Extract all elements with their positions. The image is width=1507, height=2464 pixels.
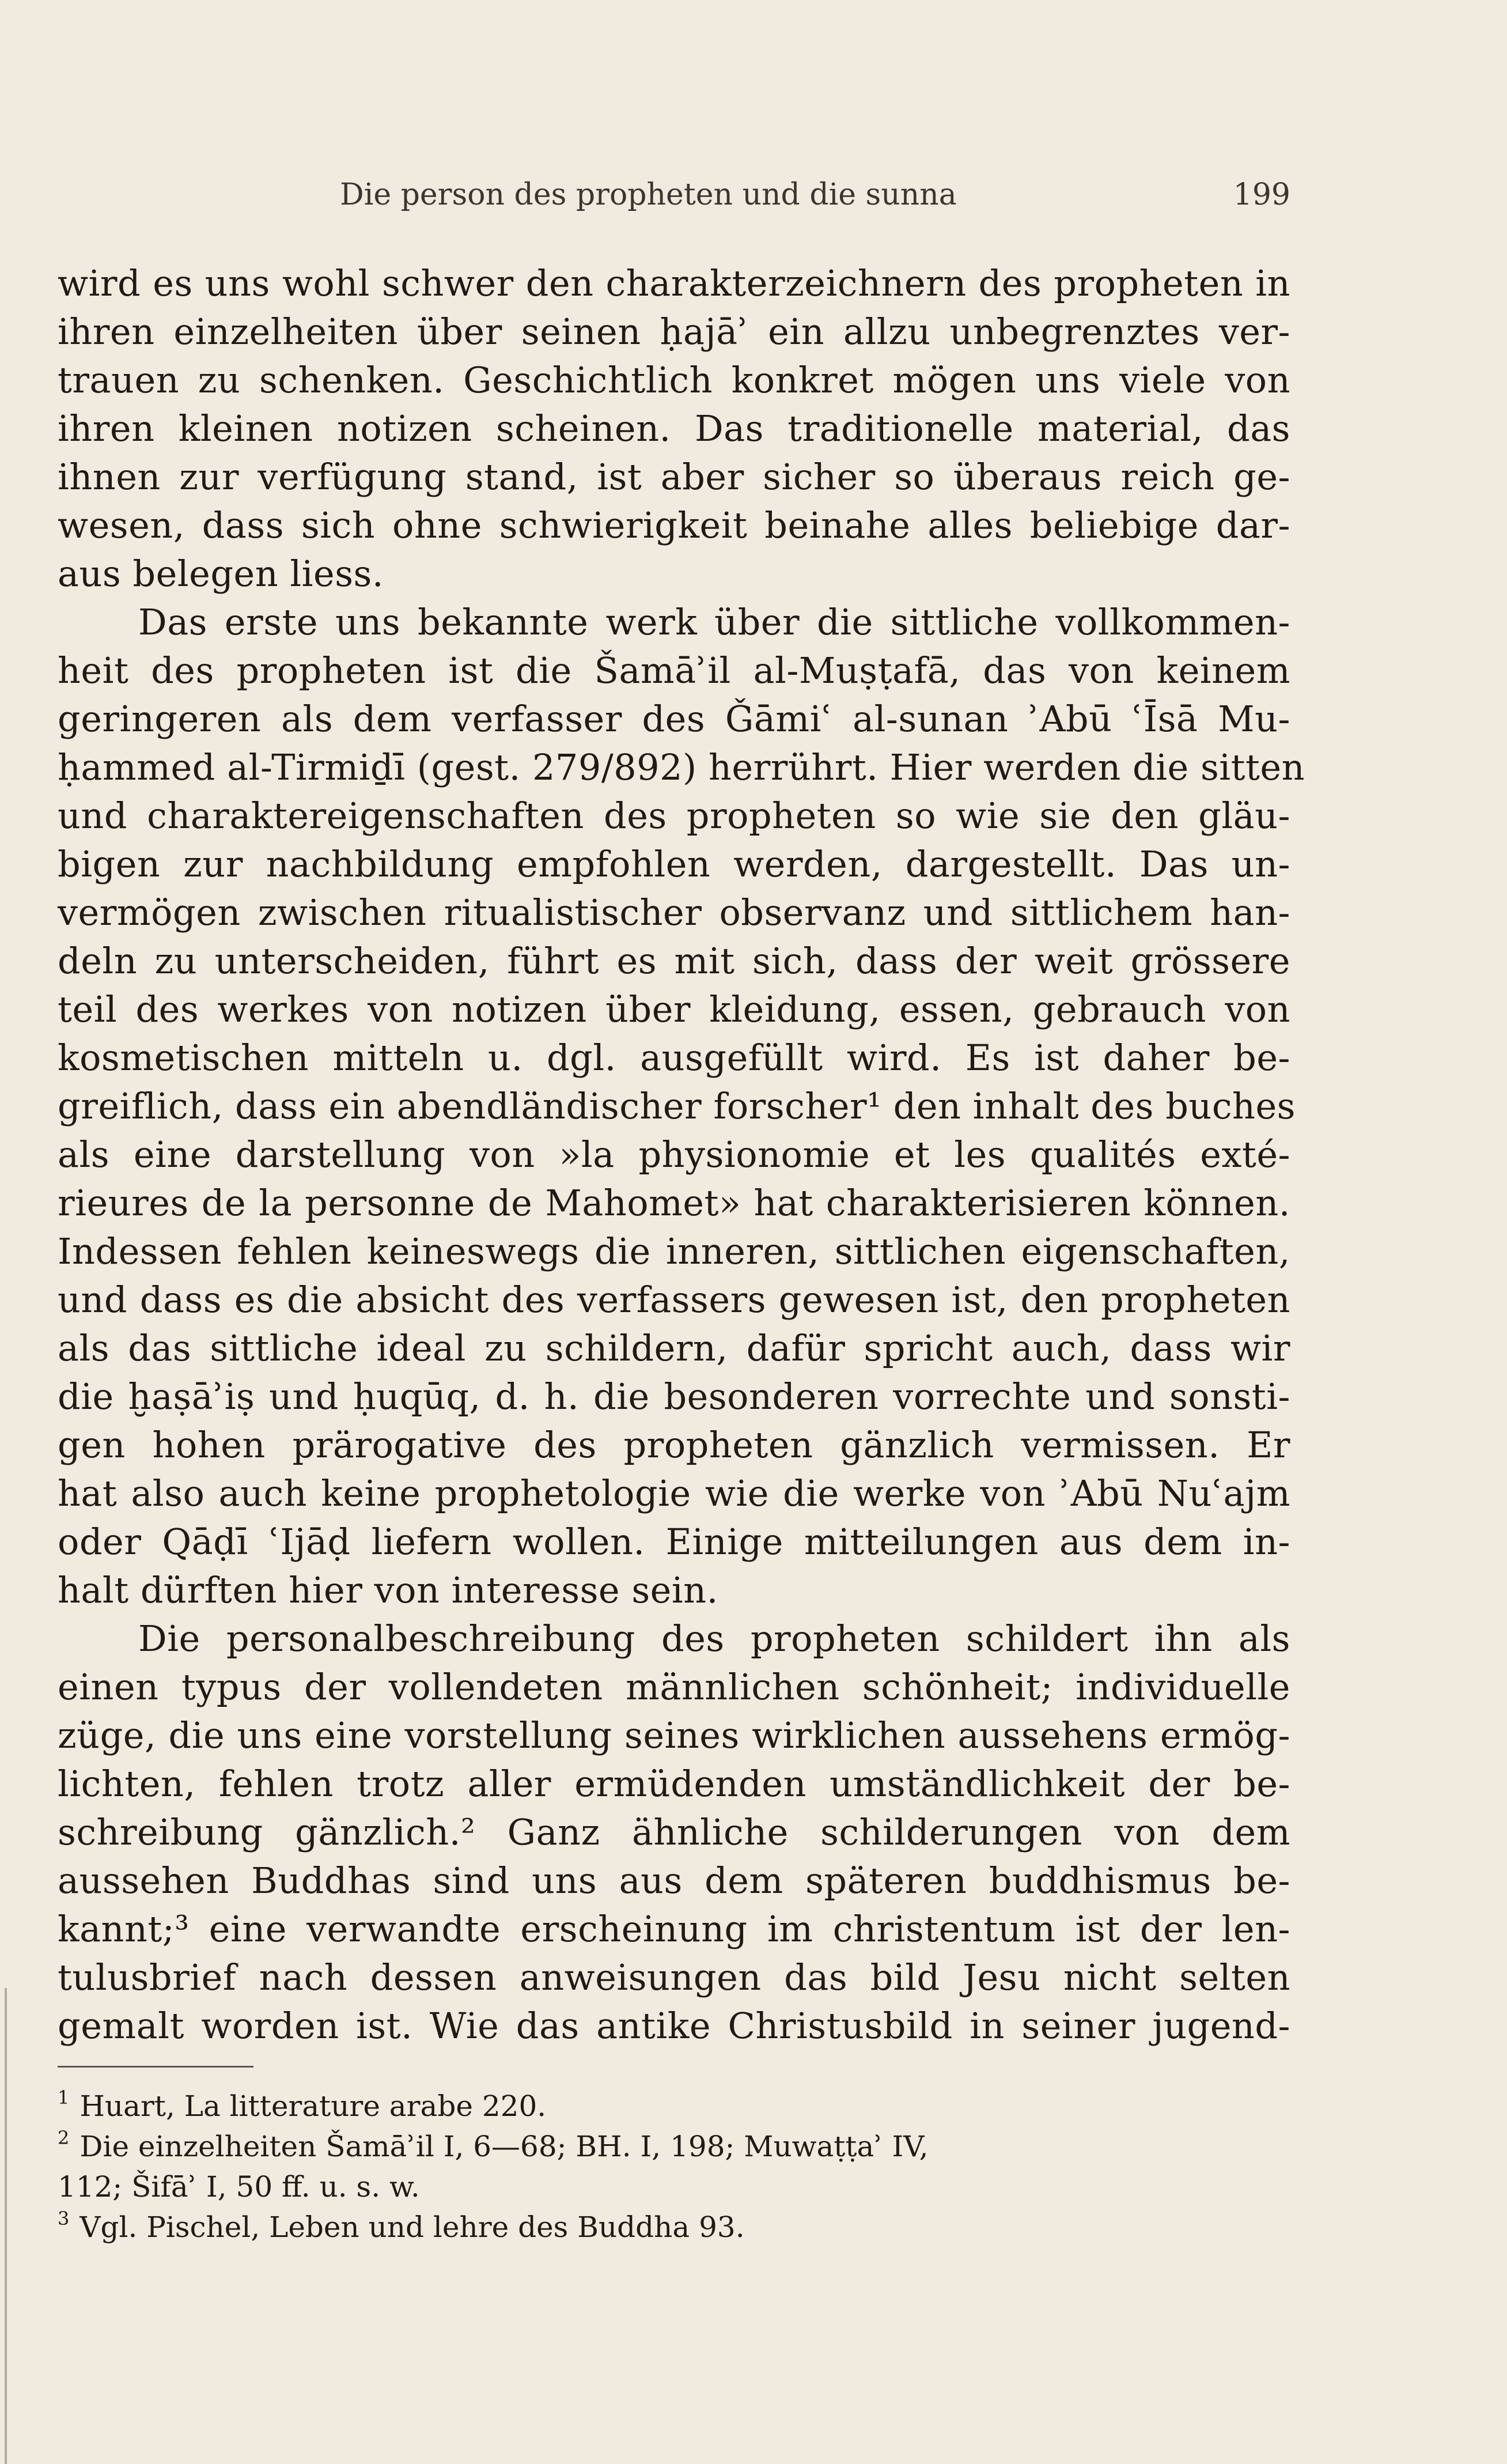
footnote-mark: 1 — [58, 2087, 70, 2108]
text-line: geringeren als dem verfasser des Ǧāmiʿ al-sunan ʾAbū ʿĪsā Mu- — [58, 698, 1290, 740]
page-header — [58, 173, 1290, 219]
footnote — [58, 2207, 1290, 2247]
running-title: Die person des propheten und die sunna — [340, 177, 957, 212]
text-line: und dass es die absicht des verfassers gewesen ist, den propheten — [58, 1279, 1290, 1321]
text-line: als eine darstellung von »la physionomie et les qualités exté- — [58, 1133, 1290, 1176]
text-line: aussehen Buddhas sind uns aus dem späteren buddhismus be- — [58, 1860, 1290, 1902]
paragraph-start-line: Die personalbeschreibung des propheten schildert ihn als — [138, 1618, 1290, 1660]
text-line: deln zu unterscheiden, führt es mit sich, dass der weit grössere — [58, 940, 1290, 982]
text-line: bigen zur nachbildung empfohlen werden, dargestellt. Das un- — [58, 843, 1290, 885]
footnote-mark: 3 — [58, 2208, 70, 2229]
text-line: und charaktereigenschaften des propheten so wie sie den gläu- — [58, 795, 1290, 837]
text-line: kosmetischen mitteln u. dgl. ausgefüllt wird. Es ist daher be- — [58, 1037, 1290, 1079]
text-line: teil des werkes von notizen über kleidung, essen, gebrauch von — [58, 988, 1290, 1030]
text-line: rieures de la personne de Mahomet» hat charakterisieren können. — [58, 1182, 1290, 1224]
footnote — [58, 2086, 1290, 2126]
text-line: tulusbrief nach dessen anweisungen das bild Jesu nicht selten — [58, 1956, 1290, 1998]
text-line: als das sittliche ideal zu schildern, dafür spricht auch, dass wir — [58, 1327, 1290, 1369]
text-line: die ḫaṣāʾiṣ und ḥuqūq, d. h. die besonderen vorrechte und sonsti- — [58, 1375, 1290, 1418]
text-line: ḥammed al-Tirmiḏī (gest. 279/892) herrührt. Hier werden die sitten — [58, 746, 1305, 788]
text-line: trauen zu schenken. Geschichtlich konkret mögen uns viele von — [58, 359, 1290, 401]
body-text — [58, 259, 1305, 2050]
text-line: gen hohen prärogative des propheten gänzlich vermissen. Er — [58, 1424, 1290, 1466]
page-number: 199 — [1233, 177, 1290, 212]
text-line: oder Qāḍī ʿIjāḍ liefern wollen. Einige mitteilungen aus dem in- — [58, 1521, 1290, 1563]
text-line: Indessen fehlen keineswegs die inneren, sittlichen eigenschaften, — [58, 1230, 1290, 1272]
paragraph-start-line: Das erste uns bekannte werk über die sittliche vollkommen- — [138, 601, 1290, 643]
scan-edge-shadow — [5, 1988, 7, 2464]
text-line: ihren kleinen notizen scheinen. Das traditionelle material, das — [58, 407, 1290, 449]
text-line: heit des propheten ist die Šamāʾil al-Muṣṭafā, das von keinem — [58, 649, 1290, 691]
text-line: wird es uns wohl schwer den charakterzeichnern des propheten in — [58, 262, 1290, 304]
footnote-text: 112; Šifāʾ I, 50 ff. u. s. w. — [58, 2170, 420, 2204]
footnotes — [58, 2086, 1290, 2247]
text-line: ihren einzelheiten über seinen ḥajāʾ ein allzu unbegrenztes ver- — [58, 311, 1290, 353]
text-line: hat also auch keine prophetologie wie die werke von ʾAbū Nuʿajm — [58, 1472, 1290, 1514]
footnote-text: Die einzelheiten Šamāʾil I, 6—68; BH. I, 198; Muwaṭṭaʾ IV, — [79, 2130, 929, 2163]
text-line: greiflich, dass ein abendländischer forscher¹ den inhalt des buches — [58, 1085, 1296, 1127]
text-line: schreibung gänzlich.² Ganz ähnliche schilderungen von dem — [58, 1811, 1290, 1853]
footnote — [58, 2126, 1290, 2167]
text-line: einen typus der vollendeten männlichen schönheit; individuelle — [58, 1666, 1290, 1708]
text-line: aus belegen liess. — [58, 553, 384, 595]
text-line: kannt;³ eine verwandte erscheinung im christentum ist der len- — [58, 1908, 1290, 1950]
footnote-text: Huart, La litterature arabe 220. — [79, 2089, 547, 2123]
footnote-text: Vgl. Pischel, Leben und lehre des Buddha 93. — [79, 2210, 745, 2244]
footnote-continuation — [58, 2167, 1290, 2207]
footnote-separator — [58, 2066, 253, 2068]
footnote-mark: 2 — [58, 2127, 70, 2149]
text-line: züge, die uns eine vorstellung seines wirklichen aussehens ermög- — [58, 1714, 1290, 1756]
text-line: lichten, fehlen trotz aller ermüdenden umständlichkeit der be- — [58, 1763, 1290, 1805]
text-line: ihnen zur verfügung stand, ist aber sicher so überaus reich ge- — [58, 456, 1290, 498]
text-line: vermögen zwischen ritualistischer observanz und sittlichem han- — [58, 891, 1290, 934]
text-line: gemalt worden ist. Wie das antike Christusbild in seiner jugend- — [58, 2005, 1290, 2047]
text-line: wesen, dass sich ohne schwierigkeit beinahe alles beliebige dar- — [58, 504, 1290, 546]
text-line: halt dürften hier von interesse sein. — [58, 1569, 718, 1611]
